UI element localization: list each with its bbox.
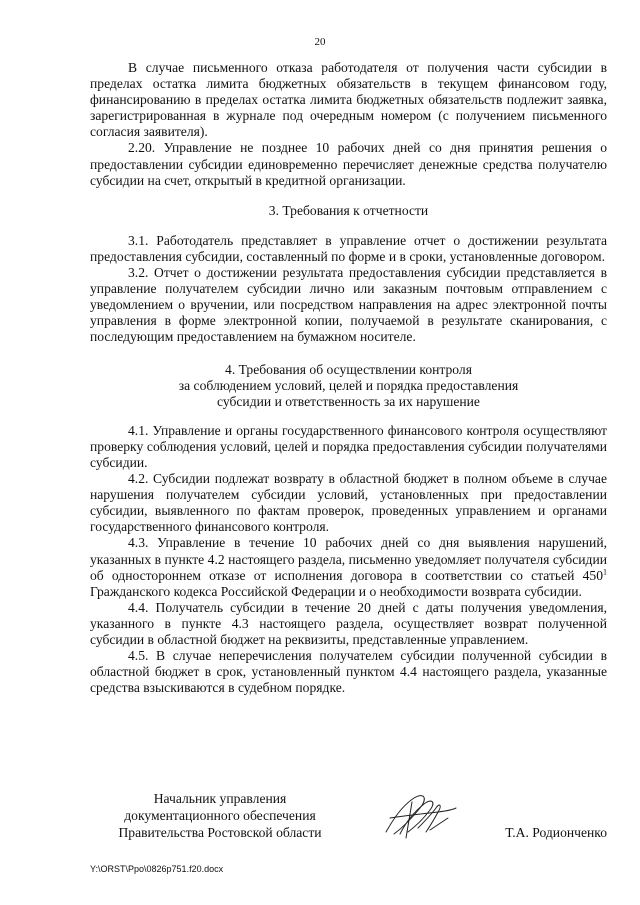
paragraph-refusal: В случае письменного отказа работодателя от получения части субсидии в пределах остатка лимита бюджетных обязательств в текущем финансовом году, финансированию в пределах остатка лимита бюджетных обязательств подлежит заявка, зарегистрированная в журнале под очередным номером (с получением письменного согласия заявителя). [90,60,607,140]
document-body [90,60,607,696]
file-path-footer: Y:\ORST\Ppo\0826p751.f20.docx [90,864,224,874]
signatory-position-line: документационного обеспечения [124,808,316,823]
paragraph-4-3-text: 4.3. Управление в течение 10 рабочих дней со дня выявления нарушений, указанных в пункте 4.2 настоящего раздела, письменно уведомляет получателя субсидии об одностороннем отказе от исполнения договора в соответствии со статьей 450 [90,535,607,583]
article-superscript: 1 [603,567,607,577]
paragraph-2-20: 2.20. Управление не позднее 10 рабочих дней со дня принятия решения о предоставлении субсидии единовременно перечисляет денежные средства получателю субсидии на счет, открытый в кредитной организации. [90,140,607,188]
section-4-heading-line: субсидии и ответственность за их нарушение [217,393,480,409]
signature-block [90,790,607,850]
paragraph-4-2: 4.2. Субсидии подлежат возврату в областной бюджет в полном объеме в случае нарушения получателем субсидии условий, установленных при предоставлении субсидии, выявленного по фактам проверок, проведенных управлением и органами государственного финансового контроля. [90,471,607,535]
paragraph-4-3-text-end: Гражданского кодекса Российской Федерации и о необходимости возврата субсидии. [90,583,582,599]
paragraph-4-5: 4.5. В случае неперечисления получателем субсидии полученной субсидии в областной бюджет в срок, установленный пунктом 4.4 настоящего раздела, указанные средства взыскиваются в судебном порядке. [90,648,607,696]
section-4-heading-line: 4. Требования об осуществлении контроля [225,361,472,377]
handwritten-signature [380,788,460,846]
section-4-heading [90,362,607,410]
paragraph-4-3 [90,535,607,599]
paragraph-3-1: 3.1. Работодатель представляет в управление отчет о достижении результата предоставления субсидии, составленный по форме и в сроки, установленные договором. [90,232,607,264]
paragraph-4-1: 4.1. Управление и органы государственного финансового контроля осуществляют проверку соблюдения условий, целей и порядка предоставления субсидии получателями субсидии. [90,422,607,470]
signatory-position [90,790,350,841]
section-4-heading-line: за соблюдением условий, целей и порядка предоставления [178,377,519,393]
signatory-position-line: Начальник управления [153,791,287,806]
section-3-heading: 3. Требования к отчетности [268,202,429,218]
signatory-position-line: Правительства Ростовской области [118,825,322,840]
paragraph-4-4: 4.4. Получатель субсидии в течение 20 дней с даты получения уведомления, указанного в пункте 4.3 настоящего раздела, осуществляет возврат полученной субсидии в областной бюджет на реквизиты, представленные управлением. [90,599,607,647]
paragraph-3-2: 3.2. Отчет о достижении результата предоставления субсидии представляется в управление получателем субсидии лично или заказным почтовым отправлением с уведомлением о вручении, или посредством направления на адрес электронной почты управления в форме электронной копии, получаемой в результате сканирования, с последующим предоставлением на бумажном носителе. [90,265,607,345]
page-number: 20 [314,36,326,48]
signatory-name: Т.А. Родионченко [505,825,607,840]
